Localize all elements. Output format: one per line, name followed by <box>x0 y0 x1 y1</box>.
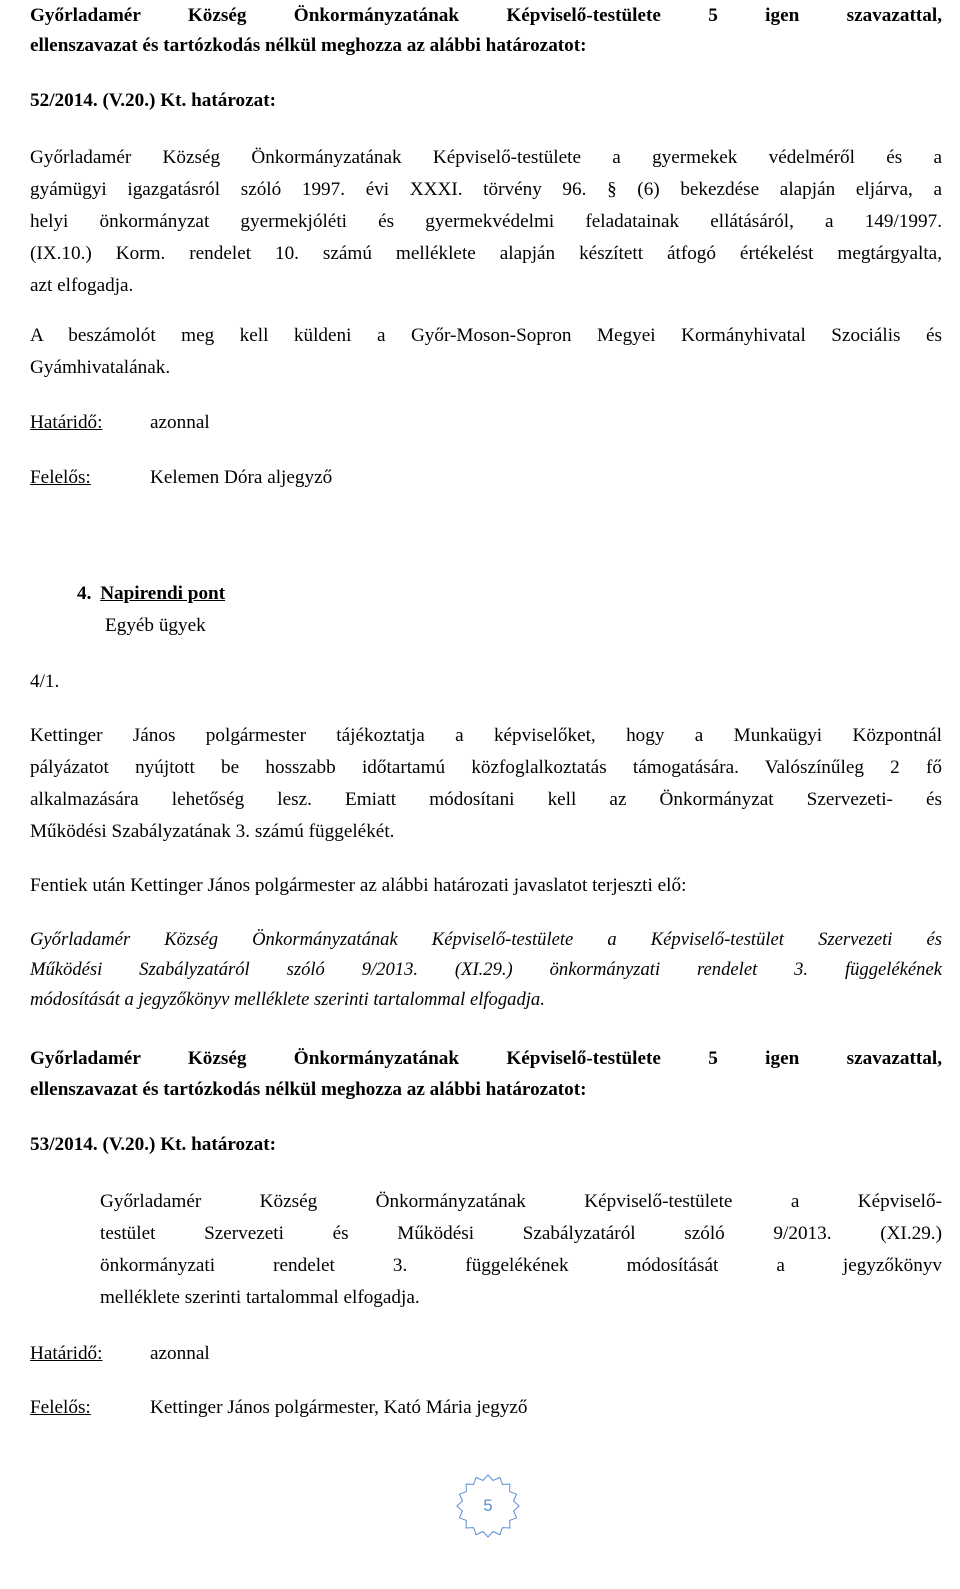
send-note-line-2: Gyámhivatalának. <box>30 357 171 378</box>
report-line-2: pályázatot nyújtott be hosszabb időtartamú közfoglalkoztatás támogatására. Valószínűleg 2 fő <box>30 757 942 778</box>
proposal-line-1: Győrladamér Község Önkormányzatának Képviselő-testülete a Képviselő-testület Szervezeti és <box>30 929 942 950</box>
deadline-value: azonnal <box>150 1343 210 1364</box>
report-line-1: Kettinger János polgármester tájékoztatja a képviselőket, hogy a Munkaügyi Központnál <box>30 725 942 746</box>
decision-body-line-3: önkormányzati rendelet 3. függelékének módosítását a jegyzőkönyv <box>100 1255 942 1276</box>
send-note-line-1: A beszámolót meg kell küldeni a Győr-Moson-Sopron Megyei Kormányhivatal Szociális és <box>30 325 942 346</box>
deadline-label: Határidő: <box>30 412 103 433</box>
page-number: 5 <box>483 1496 493 1515</box>
decision-body-line-2: testület Szervezeti és Működési Szabályzatáról szóló 9/2013. (XI.29.) <box>100 1223 942 1244</box>
document-page <box>30 0 942 1589</box>
agenda-subtitle: Egyéb ügyek <box>105 615 206 636</box>
deadline-label: Határidő: <box>30 1343 103 1364</box>
decision-body-line-3: helyi önkormányzat gyermekjóléti és gyermekvédelmi feladatainak ellátásáról, a 149/1997. <box>30 211 942 232</box>
agenda-heading <box>77 582 225 605</box>
deadline-value: azonnal <box>150 412 210 433</box>
agenda-number: 4. <box>77 583 92 604</box>
page-number-badge <box>455 1473 521 1539</box>
decision-intro-line-1: Győrladamér Község Önkormányzatának Képviselő-testülete 5 igen szavazattal, <box>30 5 942 26</box>
report-proposal-intro: Fentiek után Kettinger János polgármester az alábbi határozati javaslatot terjeszti elő: <box>30 875 687 896</box>
agenda-item-number: 4/1. <box>30 671 60 692</box>
decision-intro-line-1: Győrladamér Község Önkormányzatának Képviselő-testülete 5 igen szavazattal, <box>30 1048 942 1069</box>
responsible-label: Felelős: <box>30 467 91 488</box>
decision-body-line-1: Győrladamér Község Önkormányzatának Képviselő-testülete a Képviselő- <box>100 1191 942 1212</box>
responsible-label: Felelős: <box>30 1397 91 1418</box>
decision-body-line-2: gyámügyi igazgatásról szóló 1997. évi XXXI. törvény 96. § (6) bekezdése alapján eljárva, a <box>30 179 942 200</box>
decision-body-line-5: azt elfogadja. <box>30 275 134 296</box>
report-line-3: alkalmazására lehetőség lesz. Emiatt módosítani kell az Önkormányzat Szervezeti- és <box>30 789 942 810</box>
decision-number: 52/2014. (V.20.) Kt. határozat: <box>30 90 277 111</box>
responsible-value: Kelemen Dóra aljegyző <box>150 467 333 488</box>
proposal-line-3: módosítását a jegyzőkönyv melléklete szerinti tartalommal elfogadja. <box>30 989 545 1010</box>
decision-body-line-1: Győrladamér Község Önkormányzatának Képviselő-testülete a gyermekek védelméről és a <box>30 147 942 168</box>
agenda-title: Napirendi pont <box>100 583 226 604</box>
decision-body-line-4: (IX.10.) Korm. rendelet 10. számú melléklete alapján készített átfogó értékelést megtárgyalta, <box>30 243 942 264</box>
decision-number: 53/2014. (V.20.) Kt. határozat: <box>30 1134 277 1155</box>
proposal-line-2: Működési Szabályzatáról szóló 9/2013. (XI.29.) önkormányzati rendelet 3. függelékének <box>30 959 942 980</box>
decision-body-line-4: melléklete szerinti tartalommal elfogadja. <box>100 1287 420 1308</box>
decision-intro-line-2: ellenszavazat és tartózkodás nélkül meghozza az alábbi határozatot: <box>30 35 587 56</box>
responsible-value: Kettinger János polgármester, Kató Mária jegyző <box>150 1397 528 1418</box>
decision-intro-line-2: ellenszavazat és tartózkodás nélkül meghozza az alábbi határozatot: <box>30 1079 587 1100</box>
report-line-4: Működési Szabályzatának 3. számú függelékét. <box>30 821 395 842</box>
